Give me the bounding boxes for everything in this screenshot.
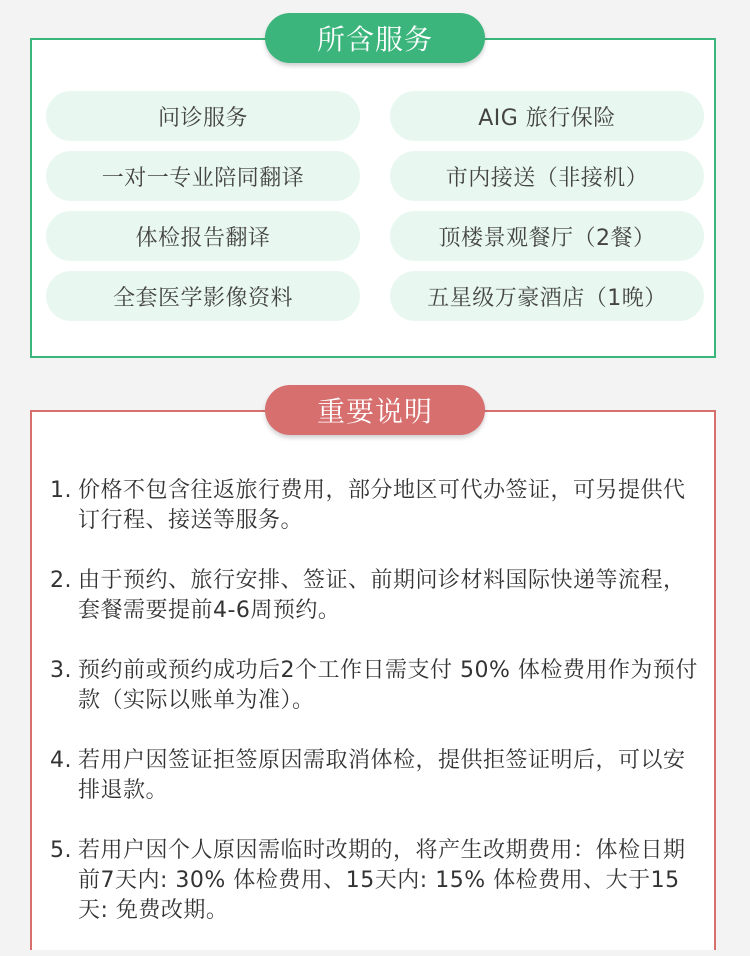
note-item — [50, 746, 702, 806]
service-item-restaurant: 顶楼景观餐厅（2餐） — [390, 211, 704, 261]
notes-section — [30, 410, 716, 950]
note-text: 价格不包含往返旅行费用，部分地区可代办签证，可另提供代订行程、接送等服务。 — [78, 478, 686, 533]
note-item — [50, 566, 702, 626]
note-item — [50, 656, 702, 716]
service-item-translator: 一对一专业陪同翻译 — [46, 151, 360, 201]
note-number: 2. — [50, 568, 72, 593]
service-item-report-translation: 体检报告翻译 — [46, 211, 360, 261]
note-item — [50, 476, 702, 536]
services-grid — [46, 91, 704, 321]
note-text: 由于预约、旅行安排、签证、前期问诊材料国际快递等流程，套餐需要提前4-6周预约。 — [78, 568, 686, 623]
service-item-transfer: 市内接送（非接机） — [390, 151, 704, 201]
note-text: 预约前或预约成功后2个工作日需支付 50% 体检费用作为预付款（实际以账单为准）。 — [78, 658, 698, 713]
services-section — [30, 38, 716, 358]
notes-list — [50, 476, 702, 956]
note-text: 若用户因签证拒签原因需取消体检，提供拒签证明后，可以安排退款。 — [78, 748, 686, 803]
note-number: 1. — [50, 478, 72, 503]
note-text: 若用户因个人原因需临时改期的，将产生改期费用：体检日期前7天内: 30% 体检费用、15天内: 15% 体检费用、大于15天: 免费改期。 — [78, 838, 686, 923]
service-item-hotel: 五星级万豪酒店（1晚） — [390, 271, 704, 321]
service-item-insurance: AIG 旅行保险 — [390, 91, 704, 141]
services-title: 所含服务 — [265, 13, 485, 63]
note-number: 4. — [50, 748, 72, 773]
note-number: 5. — [50, 838, 72, 863]
service-item-consultation: 问诊服务 — [46, 91, 360, 141]
notes-title: 重要说明 — [265, 385, 485, 435]
note-number: 3. — [50, 658, 72, 683]
note-item — [50, 836, 702, 926]
service-item-imaging: 全套医学影像资料 — [46, 271, 360, 321]
